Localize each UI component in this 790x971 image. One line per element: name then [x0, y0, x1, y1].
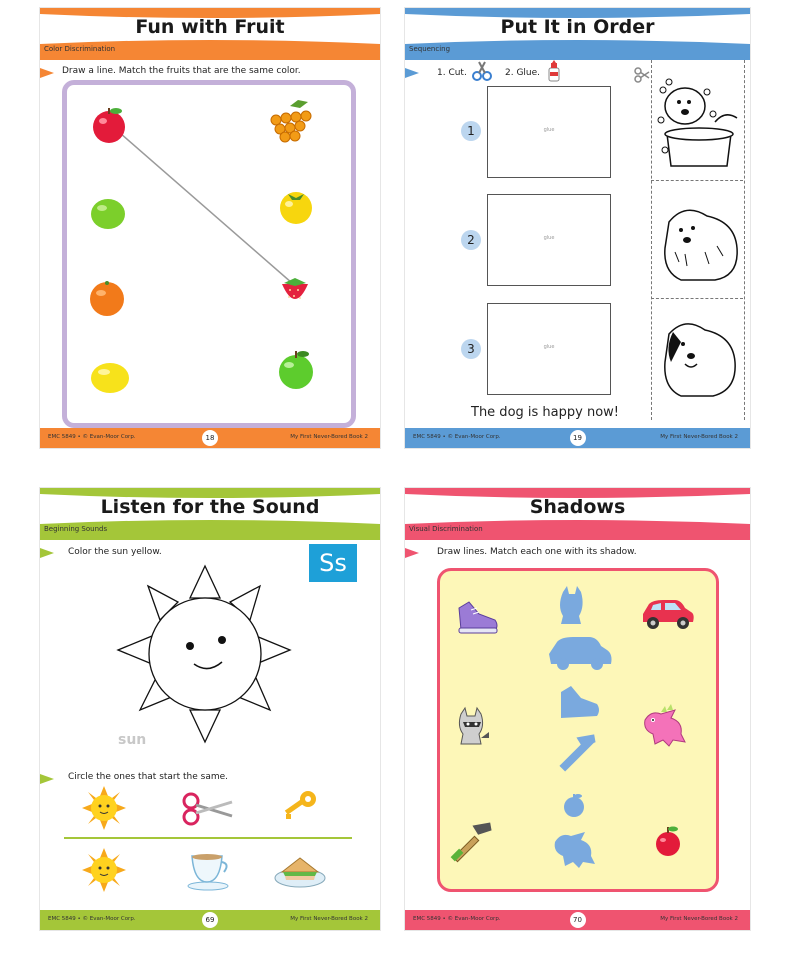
scissors-icon[interactable] [182, 792, 234, 826]
worksheet-fun-with-fruit [40, 8, 380, 448]
apple-green-icon[interactable] [276, 348, 316, 390]
sun-icon[interactable] [82, 786, 126, 830]
lemon-yellow-icon[interactable] [90, 360, 134, 398]
page-title: Fun with Fruit [135, 16, 285, 38]
glue-label: glue [543, 344, 555, 350]
car-icon[interactable] [639, 596, 695, 630]
apple-red-icon[interactable] [90, 105, 130, 145]
hammer-icon[interactable] [449, 818, 495, 864]
footer-book-title: My First Never-Bored Book 2 [290, 434, 368, 440]
dog-wet-picture[interactable] [655, 192, 743, 292]
footer-book-title: My First Never-Bored Book 2 [660, 434, 738, 440]
instruction-text: Draw lines. Match each one with its shadow. [437, 547, 637, 557]
lime-green-icon[interactable] [90, 194, 130, 232]
page-number: 70 [570, 912, 586, 928]
tomato-yellow-icon[interactable] [276, 186, 316, 226]
glue-box-2[interactable] [487, 194, 611, 286]
page-subtitle: Beginning Sounds [44, 525, 108, 533]
teacup-icon[interactable] [186, 850, 230, 890]
page-header [405, 8, 750, 60]
divider [64, 837, 352, 839]
page-footer [405, 910, 750, 930]
worksheet-listen-for-the-sound [40, 488, 380, 930]
instruction-color-sun: Color the sun yellow. [68, 547, 162, 557]
page-subtitle: Color Discrimination [44, 45, 116, 53]
sneaker-icon[interactable] [457, 600, 499, 636]
caption-text: The dog is happy now! [471, 405, 619, 420]
sun-outline-picture[interactable] [110, 558, 300, 748]
glue-label: glue [543, 235, 555, 241]
footer-credit: EMC 5849 • © Evan-Moor Corp. [48, 916, 136, 922]
apple-shadow[interactable] [563, 792, 585, 818]
page-footer [40, 910, 380, 930]
instruction-arrow-icon [40, 548, 54, 558]
step-glue-text: 2. Glue. [505, 68, 541, 78]
page-footer [405, 428, 750, 448]
word-label: sun [118, 732, 147, 748]
raccoon-icon[interactable] [453, 708, 491, 746]
sequence-number-3: 3 [461, 339, 481, 359]
page-subtitle: Visual Discrimination [409, 525, 483, 533]
page-title: Shadows [529, 496, 626, 518]
page-header [40, 488, 380, 540]
glue-label: glue [543, 127, 555, 133]
dinosaur-shadow[interactable] [551, 826, 599, 870]
cut-line-scissors-icon [633, 66, 651, 84]
sun-icon[interactable] [82, 848, 126, 892]
orange-icon[interactable] [88, 278, 128, 318]
instruction-arrow-icon [405, 68, 419, 78]
sneaker-shadow[interactable] [557, 684, 601, 722]
sequence-number-2: 2 [461, 230, 481, 250]
page-number: 19 [570, 430, 586, 446]
raccoon-shadow[interactable] [555, 586, 587, 624]
instruction-arrow-icon [405, 548, 419, 558]
key-icon[interactable] [282, 790, 318, 824]
dog-happy-picture[interactable] [655, 308, 743, 408]
letter-badge: Ss [309, 544, 357, 582]
worksheet-put-it-in-order [405, 8, 750, 448]
dinosaur-pink-icon[interactable] [641, 704, 687, 746]
glue-bottle-icon [547, 60, 561, 82]
hammer-shadow[interactable] [551, 732, 599, 780]
step-cut-text: 1. Cut. [437, 68, 467, 78]
page-footer [40, 428, 380, 448]
footer-credit: EMC 5849 • © Evan-Moor Corp. [413, 434, 501, 440]
page-title: Put It in Order [500, 16, 655, 38]
cut-line [651, 298, 743, 299]
instruction-circle: Circle the ones that start the same. [68, 772, 229, 782]
grapes-orange-icon[interactable] [268, 100, 316, 146]
page-subtitle: Sequencing [409, 45, 451, 53]
sequence-number-1: 1 [461, 121, 481, 141]
footer-book-title: My First Never-Bored Book 2 [290, 916, 368, 922]
footer-credit: EMC 5849 • © Evan-Moor Corp. [48, 434, 136, 440]
cut-line [651, 180, 743, 181]
dog-bath-picture[interactable] [655, 70, 743, 170]
strawberry-red-icon[interactable] [278, 274, 312, 310]
page-header [405, 488, 750, 540]
footer-credit: EMC 5849 • © Evan-Moor Corp. [413, 916, 501, 922]
instruction-arrow-icon [40, 774, 54, 784]
glue-box-3[interactable] [487, 303, 611, 395]
worksheet-shadows [405, 488, 750, 930]
page-number: 18 [202, 430, 218, 446]
page-number: 69 [202, 912, 218, 928]
instruction-text: Draw a line. Match the fruits that are the same color. [62, 66, 301, 76]
glue-box-1[interactable] [487, 86, 611, 178]
car-shadow[interactable] [545, 634, 613, 670]
page-title: Listen for the Sound [100, 496, 320, 518]
scissors-icon [471, 60, 493, 82]
footer-book-title: My First Never-Bored Book 2 [660, 916, 738, 922]
sandwich-icon[interactable] [274, 852, 326, 888]
apple-red-icon[interactable] [655, 824, 683, 858]
